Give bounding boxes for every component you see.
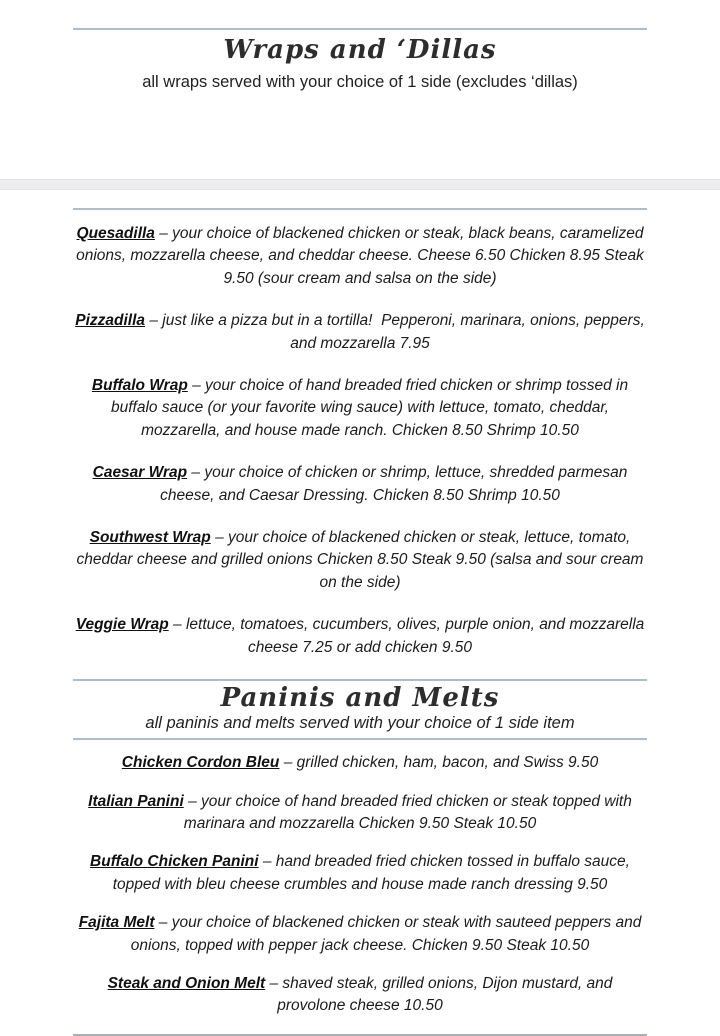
menu-item-name: Southwest Wrap	[89, 529, 211, 547]
menu-item	[73, 462, 647, 507]
menu-item	[73, 973, 647, 1018]
menu-page-body	[0, 208, 720, 1036]
section-divider	[73, 208, 647, 210]
menu-page-top	[0, 28, 720, 179]
menu-item	[73, 614, 647, 659]
section-header-paninis	[0, 679, 720, 740]
menu-item-name: Chicken Cordon Bleu	[121, 754, 280, 772]
menu-item	[73, 851, 647, 896]
section-subtitle-wraps: all wraps served with your choice of 1 side (excludes ‘dillas)	[142, 73, 578, 91]
menu-item-description: – your choice of blackened chicken or steak, lettuce, tomato, cheddar cheese and grilled onions Chicken 8.50 Steak 9.50 (salsa and sour cream on the side)	[76, 529, 644, 591]
menu-item	[73, 791, 647, 836]
menu-item	[73, 223, 647, 290]
menu-item	[73, 752, 647, 774]
menu-item-name: Steak and Onion Melt	[107, 974, 266, 992]
section-divider	[73, 28, 647, 30]
menu-item	[73, 527, 647, 594]
section-title-paninis: Paninis and Melts	[220, 683, 500, 714]
menu-item-name: Italian Panini	[88, 792, 184, 810]
menu-item-description: – your choice of hand breaded fried chicken or steak topped with marinara and mozzarella Chicken 9.50 Steak 10.50	[183, 792, 632, 832]
menu-item-description: – hand breaded fried chicken tossed in buffalo sauce, topped with bleu cheese crumbles and house made ranch dressing 9.50	[112, 853, 630, 893]
menu-item	[73, 310, 647, 355]
menu-item-description: – your choice of hand breaded fried chicken or shrimp tossed in buffalo sauce (or your favorite wing sauce) with lettuce, tomato, cheddar, mozzarella, and house made ranch. Chicken 8.50 Shrimp 10.50	[111, 377, 629, 439]
wraps-item-list	[73, 223, 647, 659]
menu-item-name: Buffalo Chicken Panini	[90, 853, 259, 871]
menu-item-description: – just like a pizza but in a tortilla! Pepperoni, marinara, onions, peppers, and mozzarella 7.95	[145, 312, 645, 352]
menu-document	[0, 28, 720, 1032]
menu-item-name: Pizzadilla	[75, 312, 146, 330]
section-title-wraps: Wraps and ‘Dillas	[223, 35, 497, 65]
menu-item-name: Caesar Wrap	[92, 464, 188, 482]
menu-item-description: – your choice of blackened chicken or steak, black beans, caramelized onions, mozzarella cheese, and cheddar cheese. Cheese 6.50 Chicken 8.95 Steak 9.50 (sour cream and salsa on the side)	[76, 225, 644, 287]
section-divider	[73, 679, 647, 681]
menu-item-name: Buffalo Wrap	[91, 377, 188, 395]
menu-item-description: – shaved steak, grilled onions, Dijon mustard, and provolone cheese 10.50	[265, 974, 613, 1015]
menu-item-description: – your choice of chicken or shrimp, lettuce, shredded parmesan cheese, and Caesar Dressing. Chicken 8.50 Shrimp 10.50	[160, 464, 628, 504]
section-subtitle-paninis: all paninis and melts served with your choice of 1 side item	[145, 714, 575, 733]
page-break-band	[0, 179, 720, 190]
paninis-item-list	[73, 752, 647, 1018]
section-divider	[73, 738, 647, 740]
section-divider	[73, 1034, 647, 1036]
menu-item	[73, 375, 647, 442]
menu-item-description: – grilled chicken, ham, bacon, and Swiss 9.50	[279, 754, 599, 772]
menu-item-description: – lettuce, tomatoes, cucumbers, olives, purple onion, and mozzarella cheese 7.25 or add chicken 9.50	[168, 616, 645, 656]
menu-item	[73, 912, 647, 957]
menu-item-description: – your choice of blackened chicken or steak with sauteed peppers and onions, topped with pepper jack cheese. Chicken 9.50 Steak 10.50	[130, 914, 642, 954]
menu-item-name: Quesadilla	[76, 225, 155, 242]
menu-item-name: Veggie Wrap	[75, 616, 169, 634]
menu-item-name: Fajita Melt	[78, 914, 155, 932]
